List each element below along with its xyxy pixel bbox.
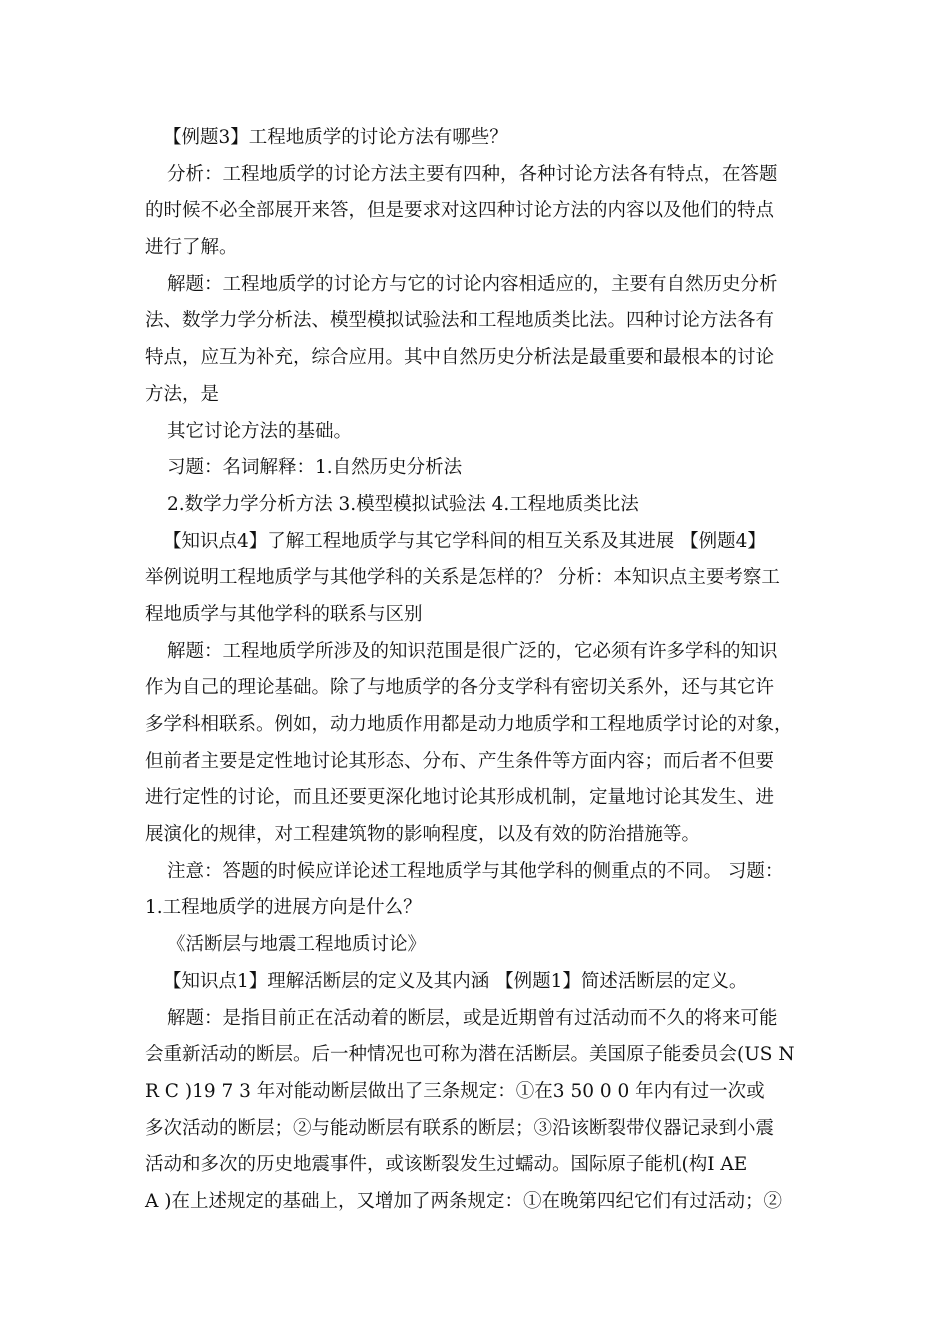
section-title: 《活断层与地震工程地质讨论》 <box>167 934 427 956</box>
knowledge-point-1-heading: 【知识点1】理解活断层的定义及其内涵 【例题1】简述活断层的定义。 <box>163 970 748 992</box>
solution-paragraph-line: 但前者主要是定性地讨论其形态、分布、产生条件等方面内容；而后者不但要 <box>145 750 775 772</box>
solution-paragraph-line: 其它讨论方法的基础。 <box>167 420 353 442</box>
solution-paragraph-line: 会重新活动的断层。后一种情况也可称为潜在活断层。美国原子能委员会(US N <box>145 1044 795 1066</box>
exercise-line: 习题：名词解释：1.自然历史分析法 <box>167 457 463 479</box>
note-line: 注意：答题的时候应详论述工程地质学与其他学科的侧重点的不同。 习题： <box>167 860 784 882</box>
solution-paragraph-line: 多学科相联系。例如，动力地质作用都是动力地质学和工程地质学讨论的对象， <box>145 714 793 735</box>
solution-paragraph-line: A )在上述规定的基础上，又增加了两条规定：①在晚第四纪它们有过活动；② <box>145 1190 782 1212</box>
solution-paragraph-line: 活动和多次的历史地震事件，或该断裂发生过蠕动。国际原子能机(构I AE <box>145 1154 748 1176</box>
solution-paragraph-line: 多次活动的断层；②与能动断层有联系的断层；③沿该断裂带仪器记录到小震 <box>145 1117 775 1139</box>
solution-paragraph-line: 解题：工程地质学所涉及的知识范围是很广泛的，它必须有许多学科的知识 <box>167 640 778 662</box>
exercise-line: 2.数学力学分析方法 3.模型模拟试验法 4.工程地质类比法 <box>167 493 639 515</box>
analysis-paragraph-line: 的时候不必全部展开来答，但是要求对这四种讨论方法的内容以及他们的特点 <box>145 200 775 222</box>
analysis-paragraph-line: 进行了解。 <box>145 237 238 259</box>
solution-paragraph-line: 方法，是 <box>145 383 220 405</box>
solution-paragraph-line: 特点，应互为补充，综合应用。其中自然历史分析法是最重要和最根本的讨论 <box>145 347 775 369</box>
example-3-heading: 【例题3】工程地质学的讨论方法有哪些？ <box>163 127 508 148</box>
example-4-line: 程地质学与其他学科的联系与区别 <box>145 603 423 625</box>
analysis-paragraph-line: 分析：工程地质学的讨论方法主要有四种，各种讨论方法各有特点，在答题 <box>167 163 778 185</box>
solution-paragraph-line: 展演化的规律，对工程建筑物的影响程度，以及有效的防治措施等。 <box>145 824 701 846</box>
solution-paragraph-line: 作为自己的理论基础。除了与地质学的各分支学科有密切关系外，还与其它许 <box>145 677 775 699</box>
knowledge-point-4-heading: 【知识点4】了解工程地质学与其它学科间的相互关系及其进展 【例题4】 <box>163 530 766 552</box>
solution-paragraph-line: R C )19 7 3 年对能动断层做出了三条规定：①在3 50 0 0 年内有过一次或 <box>145 1080 765 1102</box>
document-page <box>145 120 810 1221</box>
example-4-line: 举例说明工程地质学与其他学科的关系是怎样的？ 分析：本知识点主要考察工 <box>145 567 780 589</box>
exercise-line: 1.工程地质学的进展方向是什么？ <box>145 897 422 919</box>
solution-paragraph-line: 解题：工程地质学的讨论方与它的讨论内容相适应的，主要有自然历史分析 <box>167 273 778 295</box>
solution-paragraph-line: 进行定性的讨论，而且还要更深化地讨论其形成机制，定量地讨论其发生、进 <box>145 787 775 809</box>
solution-paragraph-line: 法、数学力学分析法、模型模拟试验法和工程地质类比法。四种讨论方法各有 <box>145 310 775 332</box>
solution-paragraph-line: 解题：是指目前正在活动着的断层，或是近期曾有过活动而不久的将来可能 <box>167 1007 778 1029</box>
